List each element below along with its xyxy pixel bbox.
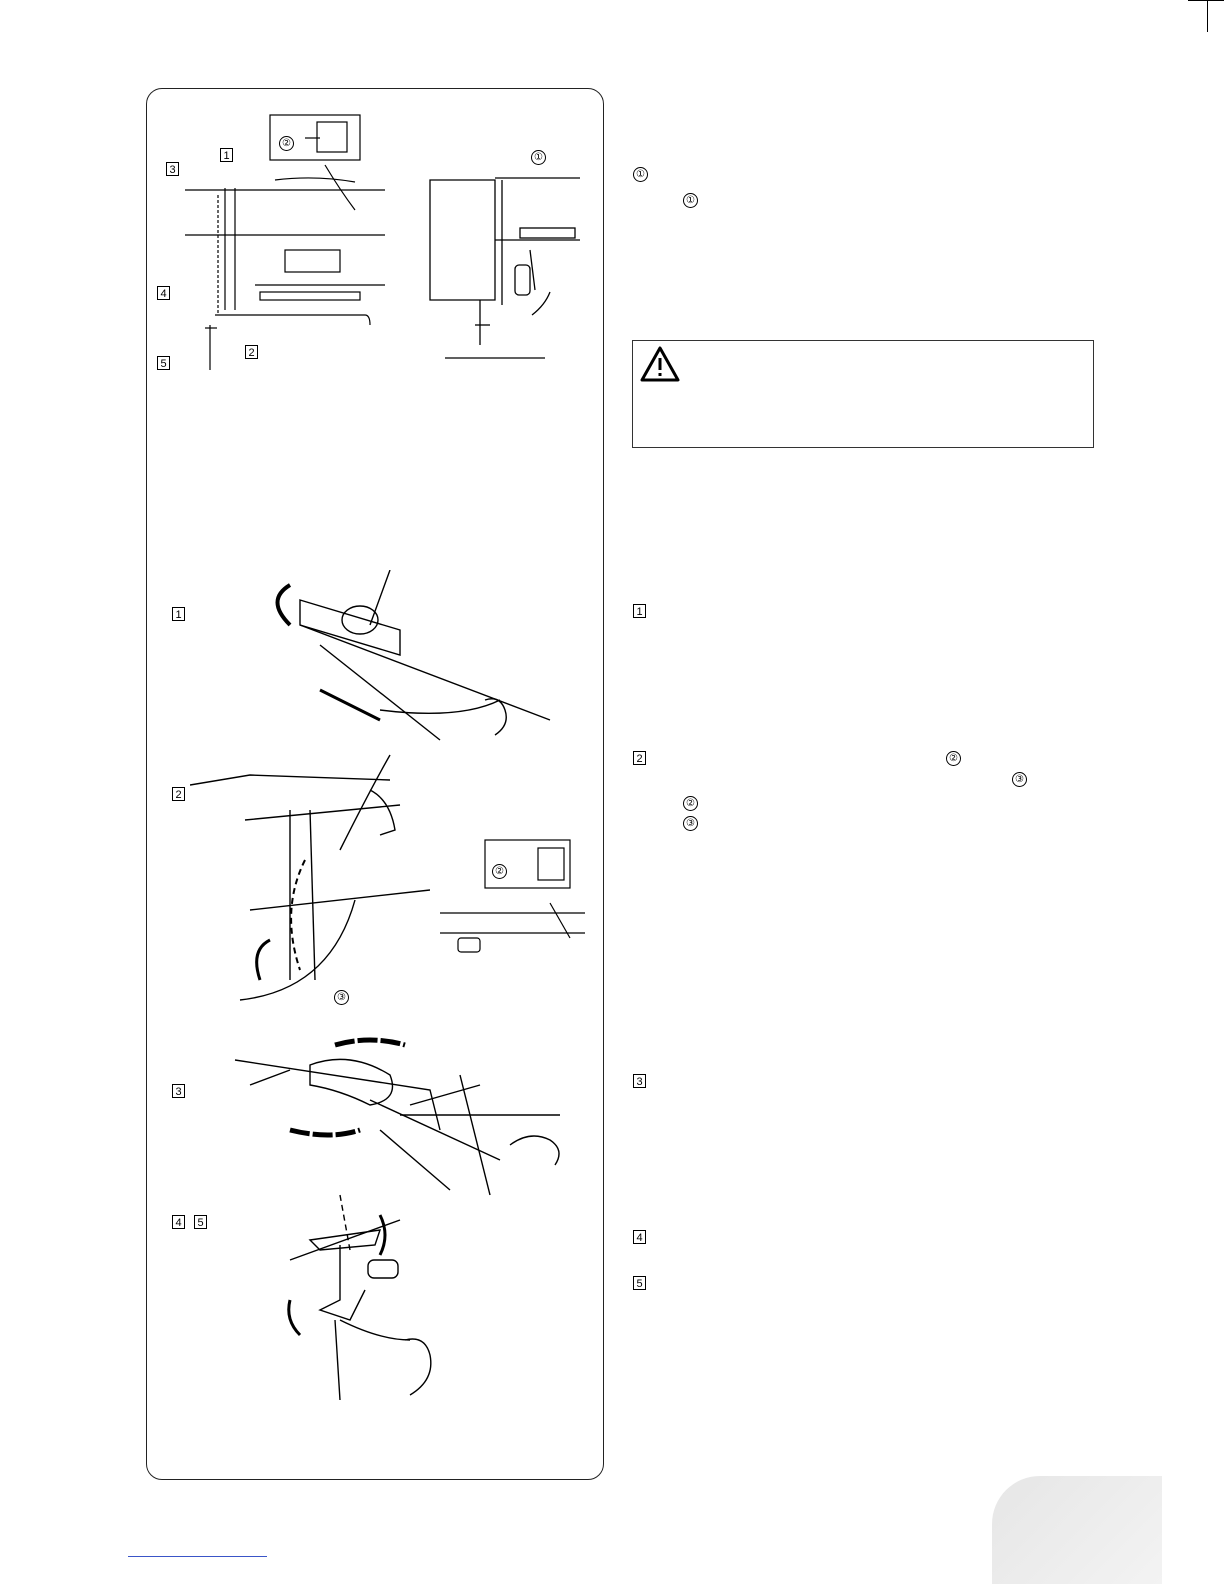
- text-list-circle-2: ②: [683, 796, 698, 811]
- page-number-tab: [992, 1476, 1162, 1584]
- warning-icon: [639, 345, 681, 383]
- footer-link-underline[interactable]: [128, 1556, 267, 1557]
- panel-step-3-label: 3: [172, 1084, 185, 1098]
- text-step-4: 4: [633, 1230, 646, 1244]
- panel-step-2-label: 2: [172, 787, 185, 801]
- spool-inset-illustration: [430, 838, 590, 958]
- step-label-5: 5: [157, 356, 170, 370]
- step-label-4: 4: [157, 286, 170, 300]
- step-label-2: 2: [245, 345, 258, 359]
- crop-mark-horizontal: [1188, 0, 1224, 1]
- text-ref-circle-2: ②: [946, 751, 961, 766]
- step2-take-up-lever-illustration: [190, 750, 430, 1010]
- caution-box: [632, 340, 1094, 448]
- circle-label-2: ②: [279, 136, 294, 151]
- text-ref-circle-3: ③: [1012, 772, 1027, 787]
- panel-step-1-label: 1: [172, 607, 185, 621]
- text-step-2: 2: [633, 751, 646, 765]
- step-label-3: 3: [166, 162, 179, 176]
- panel-circle-label-3: ③: [334, 990, 349, 1005]
- step45-needle-bar-illustration: [280, 1190, 470, 1430]
- crop-mark-vertical: [1207, 0, 1208, 32]
- step-label-1: 1: [220, 148, 233, 162]
- panel-circle-label-2: ②: [492, 864, 507, 879]
- panel-step-5-label: 5: [194, 1215, 207, 1229]
- panel-step-4-label: 4: [172, 1215, 185, 1229]
- text-step-3: 3: [633, 1074, 646, 1088]
- text-step-5: 5: [633, 1276, 646, 1290]
- threading-overview-illustration: [155, 110, 385, 390]
- step1-thread-guide-illustration: [260, 570, 560, 750]
- ref-circle-1b: ①: [683, 193, 698, 208]
- text-step-1: 1: [633, 604, 646, 618]
- machine-front-illustration: [420, 140, 595, 370]
- text-list-circle-3: ③: [683, 816, 698, 831]
- ref-circle-1a: ①: [633, 167, 648, 182]
- circle-label-1: ①: [531, 150, 546, 165]
